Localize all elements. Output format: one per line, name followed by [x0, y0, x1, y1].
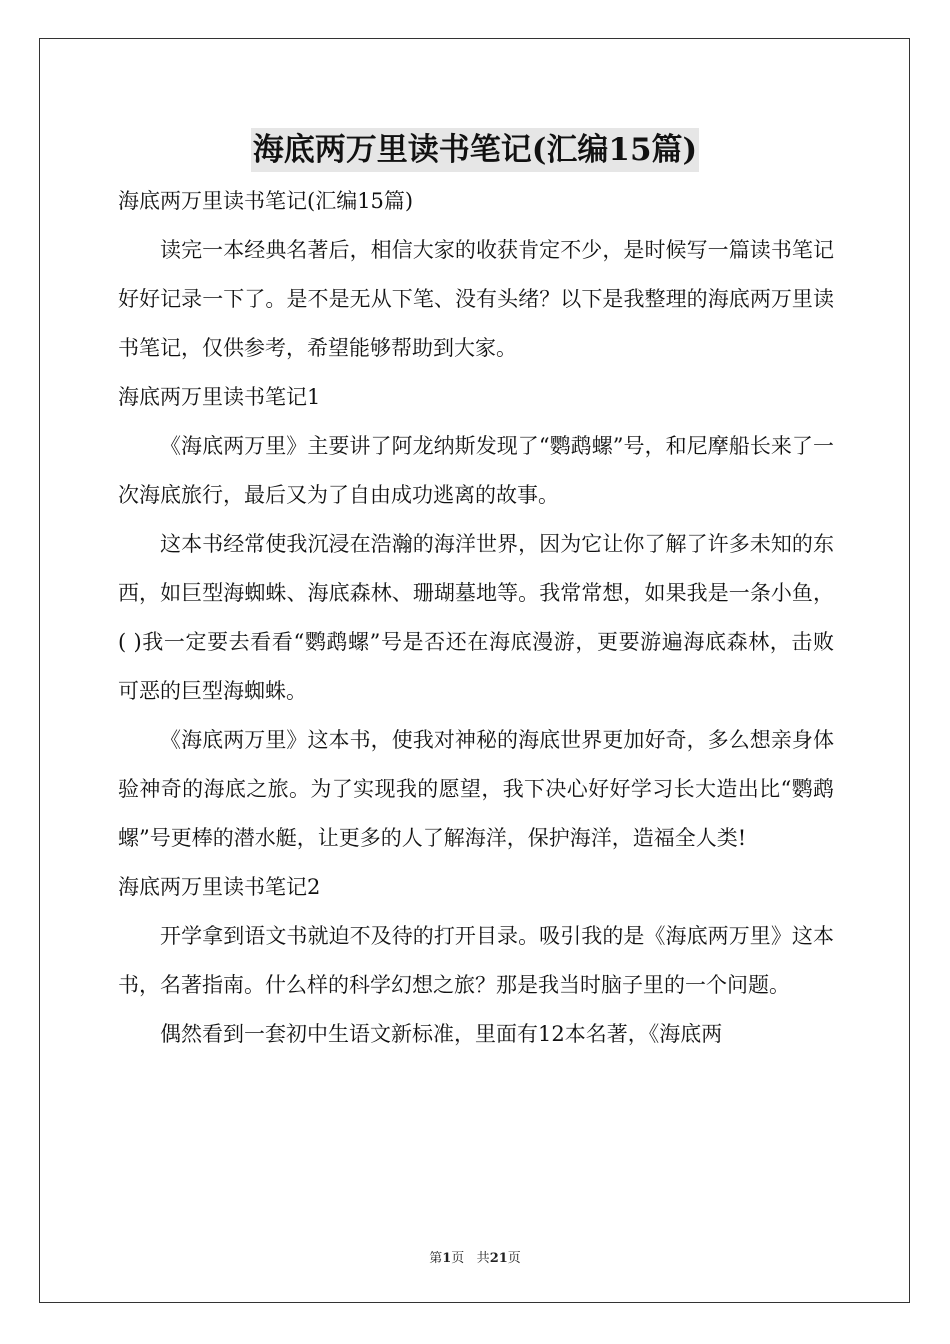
paragraph: 《海底两万里》主要讲了阿龙纳斯发现了“鹦鹉螺”号，和尼摩船长来了一次海底旅行，最后又为了自由成功逃离的故事。 [118, 434, 834, 507]
document-subtitle: 海底两万里读书笔记(汇编15篇) [118, 189, 414, 213]
footer-page-prefix: 第 [429, 1251, 443, 1266]
document-title: 海底两万里读书笔记(汇编15篇) [251, 128, 699, 172]
footer-total-pages: 21 [489, 1251, 508, 1266]
footer-total-suffix: 页 [507, 1251, 521, 1266]
title-wrap [0, 128, 950, 172]
footer-page-number: 1 [442, 1251, 452, 1266]
footer-page-suffix: 页 [451, 1251, 465, 1266]
page-footer [0, 1247, 950, 1266]
section-heading-2: 海底两万里读书笔记2 [118, 875, 321, 899]
paragraph: 《海底两万里》这本书，使我对神秘的海底世界更加好奇，多么想亲身体验神奇的海底之旅。为了实现我的愿望，我下决心好好学习长大造出比“鹦鹉螺”号更棒的潜水艇，让更多的人了解海洋，保护海洋，造福全人类! [118, 728, 834, 850]
paragraph: 这本书经常使我沉浸在浩瀚的海洋世界，因为它让你了解了许多未知的东西，如巨型海蜘蛛、海底森林、珊瑚墓地等。我常常想，如果我是一条小鱼，( )我一定要去看看“鹦鹉螺”号是否还在海底漫游，更要游遍海底森林，击败可恶的巨型海蜘蛛。 [118, 532, 834, 703]
paragraph: 偶然看到一套初中生语文新标准，里面有12本名著，《海底两 [160, 1022, 723, 1046]
document-body [118, 177, 834, 1059]
paragraph-intro: 读完一本经典名著后，相信大家的收获肯定不少，是时候写一篇读书笔记好好记录一下了。是不是无从下笔、没有头绪？以下是我整理的海底两万里读书笔记，仅供参考，希望能够帮助到大家。 [118, 238, 834, 360]
section-heading-1: 海底两万里读书笔记1 [118, 385, 321, 409]
paragraph: 开学拿到语文书就迫不及待的打开目录。吸引我的是《海底两万里》这本书，名著指南。什么样的科学幻想之旅？那是我当时脑子里的一个问题。 [118, 924, 834, 997]
footer-total-prefix: 共 [476, 1251, 490, 1266]
